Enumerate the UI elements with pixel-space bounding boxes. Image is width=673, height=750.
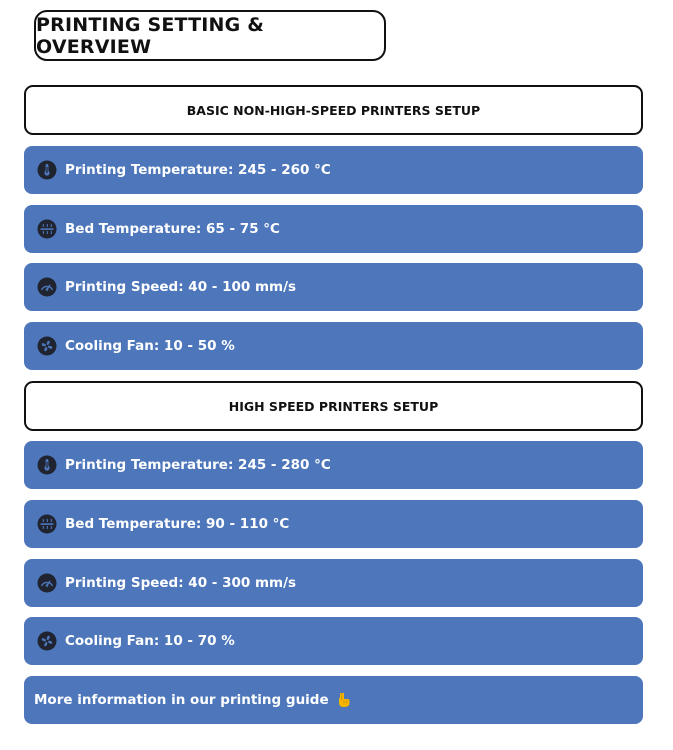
setting-row-bed-temperature-high-speed: [24, 500, 643, 548]
setting-label: Bed Temperature: 90 - 110 °C: [65, 516, 290, 532]
speedometer-icon: [37, 573, 57, 593]
thermometer-icon: [37, 160, 57, 180]
setting-label: Printing Temperature: 245 - 280 °C: [65, 457, 331, 473]
setting-label: Cooling Fan: 10 - 70 %: [65, 633, 235, 649]
printing-guide-link[interactable]: [24, 676, 643, 724]
setting-row-printing-speed-high-speed: [24, 559, 643, 607]
setting-row-printing-speed-basic: [24, 263, 643, 311]
setting-label: Bed Temperature: 65 - 75 °C: [65, 221, 280, 237]
heated-bed-icon: [37, 219, 57, 239]
page-title: PRINTING SETTING & OVERVIEW: [34, 10, 386, 61]
fan-icon: [37, 631, 57, 651]
setting-label: Printing Speed: 40 - 100 mm/s: [65, 279, 297, 295]
setting-label: Printing Speed: 40 - 300 mm/s: [65, 575, 297, 591]
setting-row-printing-temperature-basic: [24, 146, 643, 194]
heated-bed-icon: [37, 514, 57, 534]
setting-label: Printing Temperature: 245 - 260 °C: [65, 162, 331, 178]
section-header-basic: BASIC NON-HIGH-SPEED PRINTERS SETUP: [24, 85, 643, 135]
setting-row-cooling-fan-basic: [24, 322, 643, 370]
speedometer-icon: [37, 277, 57, 297]
printing-guide-link-label: More information in our printing guide: [34, 692, 329, 708]
setting-row-printing-temperature-high-speed: [24, 441, 643, 489]
section-header-high-speed: HIGH SPEED PRINTERS SETUP: [24, 381, 643, 431]
setting-row-bed-temperature-basic: [24, 205, 643, 253]
fan-icon: [37, 336, 57, 356]
setting-row-cooling-fan-high-speed: [24, 617, 643, 665]
pointing-down-hand-icon: [335, 691, 353, 709]
setting-label: Cooling Fan: 10 - 50 %: [65, 338, 235, 354]
thermometer-icon: [37, 455, 57, 475]
